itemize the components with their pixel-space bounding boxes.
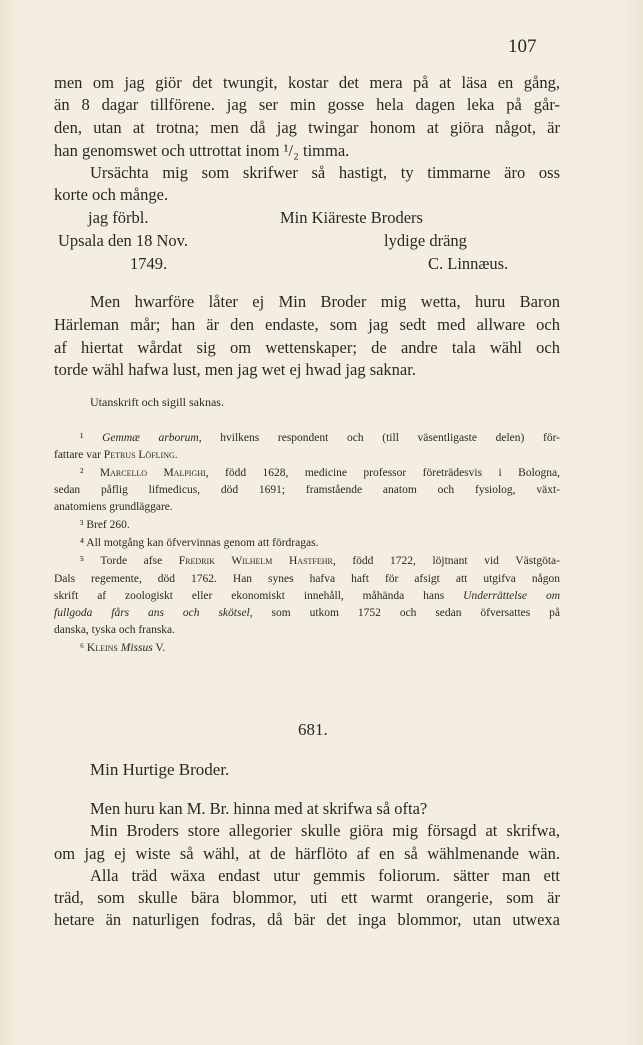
letter-text-line: än 8 dagar tillförene. jag ser min gosse hela dagen leka på går- <box>54 95 560 114</box>
footnote-1: ¹ Gemmæ arborum, hvilkens respondent och (till väsentligaste delen) för- <box>80 432 560 444</box>
postscript-line: af hiertat wårdat sig om wettenskaper; de andre tala wähl och <box>54 338 560 357</box>
letter-text-line: han genomswet och uttrottat inom ¹/₂ timma. <box>54 141 350 160</box>
letter-salutation: Min Hurtige Broder. <box>90 760 230 779</box>
footnote-2-cont: sedan påflig lifmedicus, död 1691; framstående anatom och fysiolog, växt- <box>54 484 560 496</box>
footnote-2-cont: anatomiens grundläggare. <box>54 501 173 513</box>
closing-year: 1749. <box>130 254 168 273</box>
footnote-2: ² Marcello Malpighi, född 1628, medicine professor företrädesvis i Bologna, <box>80 467 560 479</box>
page-number: 107 <box>508 36 537 57</box>
letter-text-line: Men huru kan M. Br. hinna med at skrifwa så ofta? <box>90 799 428 818</box>
closing-place-date: Upsala den 18 Nov. <box>58 231 188 250</box>
letter-text-line: träd, som skulle bära blommor, uti ett warmt orangerie, som är <box>54 888 560 907</box>
closing-right-line: lydige dräng <box>384 231 467 250</box>
footnote-3: ³ Bref 260. <box>80 519 130 531</box>
signature: C. Linnæus. <box>428 254 509 273</box>
letter-text-line: om jag ej wiste så wähl, at de härflöto af en så wählmenande wän. <box>54 844 560 863</box>
letter-text-line: hetare än naturligen fodras, då bär det inga blommor, utan utwexa <box>54 910 560 929</box>
footnote-6: ⁶ Kleins Missus V. <box>80 642 166 654</box>
closing-left-line: jag förbl. <box>88 208 149 227</box>
postscript-line: Härleman mår; han är den endaste, som jag sedt med allware och <box>54 315 560 334</box>
footnote-5-cont: skrift af zoologiskt eller ekonomiskt innehåll, måhända hans Underrättelse om <box>54 590 560 602</box>
letter-text-line: korte och månge. <box>54 185 169 204</box>
letter-number: 681. <box>298 720 328 739</box>
letter-text-line: Ursächta mig som skrifwer så hastigt, ty timmarne äro oss <box>90 163 560 182</box>
footnote-5-cont: fullgoda fårs ans och skötsel, som utkom 1752 och sedan öfversattes på <box>54 607 560 619</box>
footnote-5-cont: Dals regemente, död 1762. Han synes hafva haft för afsigt att utgifva någon <box>54 573 560 585</box>
footnote-5: ⁵ Torde afse Fredrik Wilhelm Hastfehr, född 1722, löjtnant vid Västgöta- <box>80 555 560 567</box>
postscript-line: Men hwarföre låter ej Min Broder mig wetta, huru Baron <box>90 292 560 311</box>
postscript-line: torde wähl hafwa lust, men jag wet ej hwad jag saknar. <box>54 360 416 379</box>
footnote-5-cont: danska, tyska och franska. <box>54 624 176 636</box>
footnote-1-cont: fattare var Petrus Löfling. <box>54 449 178 461</box>
letter-text-line: Alla träd wäxa endast utur gemmis foliorum. sätter man ett <box>90 866 560 885</box>
letter-text-line: men om jag giör det twungit, kostar det mera på at läsa en gång, <box>54 73 560 92</box>
utanskrift-note: Utanskrift och sigill saknas. <box>90 395 224 409</box>
letter-text-line: Min Broders store allegorier skulle giöra mig försagd at skrifwa, <box>90 821 560 840</box>
closing-right-line: Min Kiäreste Broders <box>280 208 423 227</box>
footnote-4: ⁴ All motgång kan öfvervinnas genom att fördragas. <box>80 537 319 549</box>
letter-text-line: den, utan at trotna; men då jag twingar honom at giöra något, är <box>54 118 560 137</box>
